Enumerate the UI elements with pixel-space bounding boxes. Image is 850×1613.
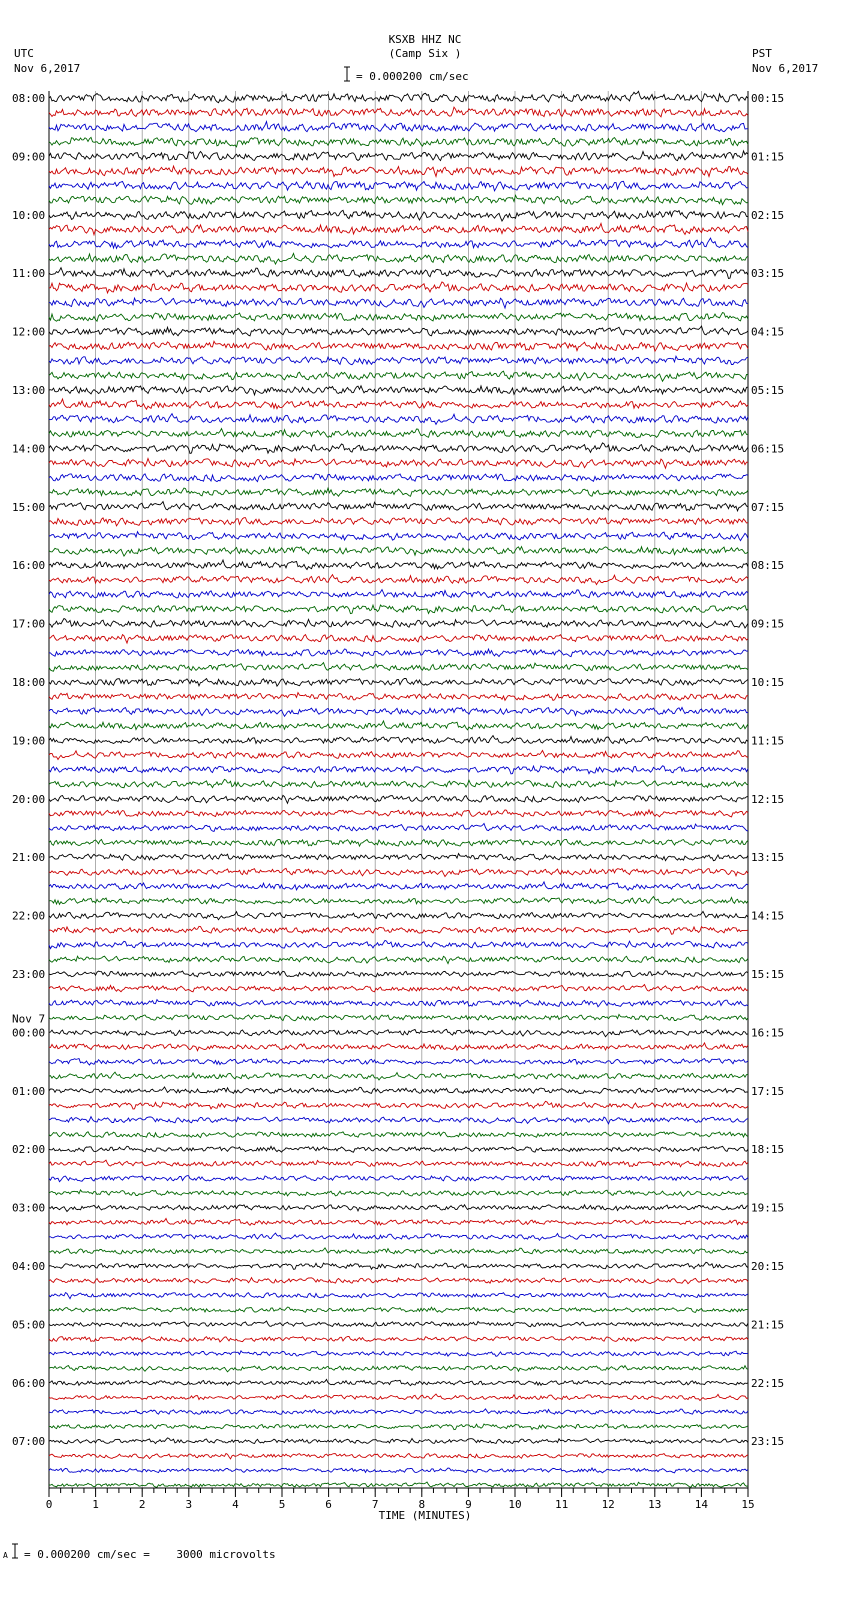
seismogram-traces [49, 91, 748, 1487]
utc-hour-label: 15:00 [12, 500, 46, 514]
utc-hour-label: 19:00 [12, 734, 46, 748]
seismogram-trace [49, 605, 748, 614]
utc-hour-label: 17:00 [12, 617, 46, 631]
pst-hour-label: 07:15 [751, 500, 785, 514]
seismogram-trace [49, 1394, 748, 1401]
seismogram-trace [49, 839, 748, 846]
pst-hour-label: 19:15 [751, 1201, 785, 1215]
pst-hour-label: 09:15 [751, 617, 785, 631]
seismogram-trace [49, 151, 748, 161]
seismogram-trace [49, 1014, 748, 1020]
pst-hour-label: 23:15 [751, 1435, 785, 1449]
seismogram-trace [49, 1409, 748, 1414]
seismogram-trace [49, 459, 748, 469]
seismogram-trace [49, 1293, 748, 1299]
seismogram-trace [49, 1205, 748, 1212]
utc-hour-label: 08:00 [12, 92, 46, 105]
pst-hour-label: 05:15 [751, 384, 785, 397]
pst-hour-label: 10:15 [751, 676, 785, 689]
pst-hour-label: 02:15 [751, 208, 785, 222]
x-tick-label: 4 [232, 1498, 239, 1511]
seismogram-trace [49, 882, 748, 890]
utc-hour-label: 11:00 [12, 267, 46, 281]
seismogram-trace [49, 1160, 748, 1167]
x-tick-label: 13 [648, 1498, 662, 1511]
seismogram-trace [49, 238, 748, 248]
pst-hour-label: 03:15 [751, 267, 785, 281]
pst-hour-label: 13:15 [751, 851, 785, 865]
station-site: (Camp Six ) [388, 47, 462, 60]
utc-hour-label: 10:00 [12, 208, 46, 222]
utc-hour-label: 21:00 [12, 851, 46, 865]
seismogram-trace [49, 1029, 748, 1036]
seismogram-trace [49, 1424, 748, 1430]
seismogram-trace [49, 1337, 748, 1343]
seismogram-trace [49, 1248, 748, 1254]
utc-hour-label: 16:00 [12, 559, 46, 573]
seismogram-trace [49, 663, 748, 672]
pst-hour-label: 04:15 [751, 325, 785, 339]
seismogram-trace [49, 897, 748, 905]
seismogram-trace [49, 137, 748, 147]
seismogram-trace [49, 1117, 748, 1124]
pst-hour-label: 08:15 [751, 559, 785, 573]
x-axis-label: TIME (MINUTES) [378, 1509, 472, 1522]
seismogram-trace [49, 1087, 748, 1094]
seismogram-trace [49, 1438, 748, 1444]
utc-hour-label: 07:00 [12, 1435, 46, 1449]
utc-hour-label: 02:00 [12, 1143, 46, 1157]
left-timezone: UTC [14, 47, 34, 60]
utc-hour-label: 01:00 [12, 1084, 46, 1098]
x-tick-label: 6 [325, 1498, 332, 1511]
utc-hour-label: 20:00 [12, 792, 46, 806]
x-tick-label: 12 [601, 1498, 615, 1511]
x-tick-label: 1 [92, 1498, 99, 1511]
utc-hour-label: 12:00 [12, 325, 46, 339]
pst-hour-label: 12:15 [751, 792, 785, 806]
seismogram-trace [49, 751, 748, 760]
pst-hour-label: 14:15 [751, 909, 785, 923]
seismogram-trace [49, 693, 748, 701]
utc-hour-label: 05:00 [12, 1318, 46, 1332]
seismogram-trace [49, 649, 748, 657]
seismogram-trace [49, 386, 748, 395]
pst-hour-label: 16:15 [751, 1026, 785, 1040]
seismogram-trace [49, 679, 748, 687]
x-tick-label: 8 [418, 1498, 426, 1511]
utc-hour-label: 23:00 [12, 968, 46, 981]
x-tick-label: 10 [508, 1498, 522, 1511]
seismogram-trace [49, 1132, 748, 1138]
seismogram-trace [49, 868, 748, 876]
left-date: Nov 6,2017 [14, 62, 81, 75]
seismogram-trace [49, 708, 748, 717]
seismogram-trace [49, 474, 748, 482]
seismogram-trace [49, 1307, 748, 1312]
seismogram-trace [49, 443, 748, 454]
seismogram-trace [49, 1366, 748, 1372]
seismogram-trace [49, 590, 748, 598]
seismogram-trace [49, 1000, 748, 1007]
utc-hour-label: 00:00 [12, 1026, 46, 1040]
seismogram-trace [49, 91, 748, 102]
seismogram-trace [49, 956, 748, 963]
seismogram-trace [49, 810, 748, 817]
seismogram-trace [49, 1072, 748, 1080]
seismogram-trace [49, 313, 748, 322]
right-date: Nov 6,2017 [752, 62, 819, 75]
seismogram-trace [49, 940, 748, 948]
pst-hour-label: 15:15 [751, 968, 785, 981]
seismogram-trace [49, 926, 748, 934]
seismogram-trace [49, 1146, 748, 1152]
x-tick-label: 3 [185, 1498, 193, 1511]
seismogram-trace [49, 560, 748, 570]
seismogram-trace [49, 575, 748, 585]
seismogram-trace [49, 298, 748, 308]
pst-hour-label: 21:15 [751, 1318, 785, 1332]
seismogram-trace [49, 518, 748, 526]
x-tick-label: 0 [45, 1498, 53, 1511]
seismogram-trace [49, 1468, 748, 1473]
utc-hour-label: 04:00 [12, 1260, 46, 1273]
seismogram-trace [49, 1454, 748, 1459]
pst-hour-label: 17:15 [751, 1084, 785, 1098]
seismogram-trace [49, 1233, 748, 1240]
utc-hour-label: 13:00 [12, 384, 46, 397]
seismogram-trace [49, 268, 748, 279]
utc-hour-labels [12, 92, 45, 1448]
seismogram-trace [49, 223, 748, 234]
seismogram-trace [49, 1278, 748, 1284]
seismogram-trace [49, 1379, 748, 1385]
pst-hour-label: 11:15 [751, 734, 785, 748]
pst-hour-label: 18:15 [751, 1143, 785, 1157]
seismogram-trace [49, 911, 748, 919]
seismogram-trace [49, 779, 748, 787]
seismogram-trace [49, 1043, 748, 1051]
seismogram-trace [49, 181, 748, 191]
utc-hour-label: 18:00 [12, 676, 46, 689]
x-tick-label: 15 [741, 1498, 755, 1511]
x-tick-label: 11 [554, 1498, 569, 1511]
seismogram-trace [49, 824, 748, 832]
footer-scale-note: = 0.000200 cm/sec = 3000 microvolts [24, 1548, 276, 1561]
seismogram-trace [49, 1190, 748, 1196]
seismogram-trace [49, 107, 748, 117]
x-tick-label: 2 [138, 1498, 146, 1511]
utc-hour-label: 09:00 [12, 150, 46, 164]
seismogram-trace [49, 429, 748, 438]
pst-hour-labels [751, 92, 784, 1448]
x-tick-label: 7 [371, 1498, 379, 1511]
x-axis [46, 1488, 755, 1511]
utc-hour-label: 14:00 [12, 442, 46, 456]
date-change-label: Nov 7 [12, 1012, 46, 1026]
seismogram-trace [49, 532, 748, 541]
seismogram-trace [49, 502, 748, 511]
pst-hour-label: 06:15 [751, 442, 785, 456]
seismogram-trace [49, 547, 748, 557]
seismogram-trace [49, 795, 748, 803]
pst-hour-label: 22:15 [751, 1376, 785, 1390]
seismogram-trace [49, 371, 748, 381]
seismogram-trace [49, 766, 748, 774]
seismogram-trace [49, 122, 748, 132]
seismogram-trace [49, 356, 748, 365]
pst-hour-label: 01:15 [751, 150, 785, 164]
seismogram-trace [49, 282, 748, 293]
station-title: KSXB HHZ NC [388, 33, 462, 46]
seismogram-trace [49, 971, 748, 977]
seismogram-trace [49, 399, 748, 409]
seismogram-trace [49, 488, 748, 496]
footer-scale-bar-icon [10, 1543, 20, 1559]
seismogram-trace [49, 1059, 748, 1065]
seismogram-trace [49, 1219, 748, 1226]
corner-mark: A [3, 1551, 8, 1560]
utc-hour-label: 06:00 [12, 1376, 46, 1390]
utc-hour-label: 22:00 [12, 909, 46, 923]
seismogram-trace [49, 635, 748, 644]
seismogram-trace [49, 166, 748, 176]
seismogram-trace [49, 1262, 748, 1269]
seismogram-trace [49, 341, 748, 351]
seismogram-trace [49, 253, 748, 264]
utc-hour-label: 03:00 [12, 1201, 46, 1215]
seismogram-trace [49, 326, 748, 336]
seismogram-trace [49, 985, 748, 992]
right-timezone: PST [752, 47, 772, 60]
seismogram-trace [49, 195, 748, 204]
x-tick-label: 9 [465, 1498, 472, 1511]
pst-hour-label: 00:15 [751, 92, 785, 105]
seismogram-trace [49, 854, 748, 861]
seismogram-trace [49, 1351, 748, 1357]
seismogram-trace [49, 619, 748, 629]
x-tick-label: 14 [694, 1498, 709, 1511]
seismogram-trace [49, 721, 748, 730]
pst-hour-label: 20:15 [751, 1260, 785, 1273]
x-tick-label: 5 [278, 1498, 286, 1511]
seismogram-trace [49, 736, 748, 744]
scale-label: = 0.000200 cm/sec [356, 70, 469, 83]
seismogram-trace [49, 1176, 748, 1182]
seismogram-trace [49, 210, 748, 221]
seismogram-trace [49, 1101, 748, 1109]
seismogram-trace [49, 1482, 748, 1487]
seismogram-trace [49, 1321, 748, 1327]
seismogram-trace [49, 414, 748, 425]
